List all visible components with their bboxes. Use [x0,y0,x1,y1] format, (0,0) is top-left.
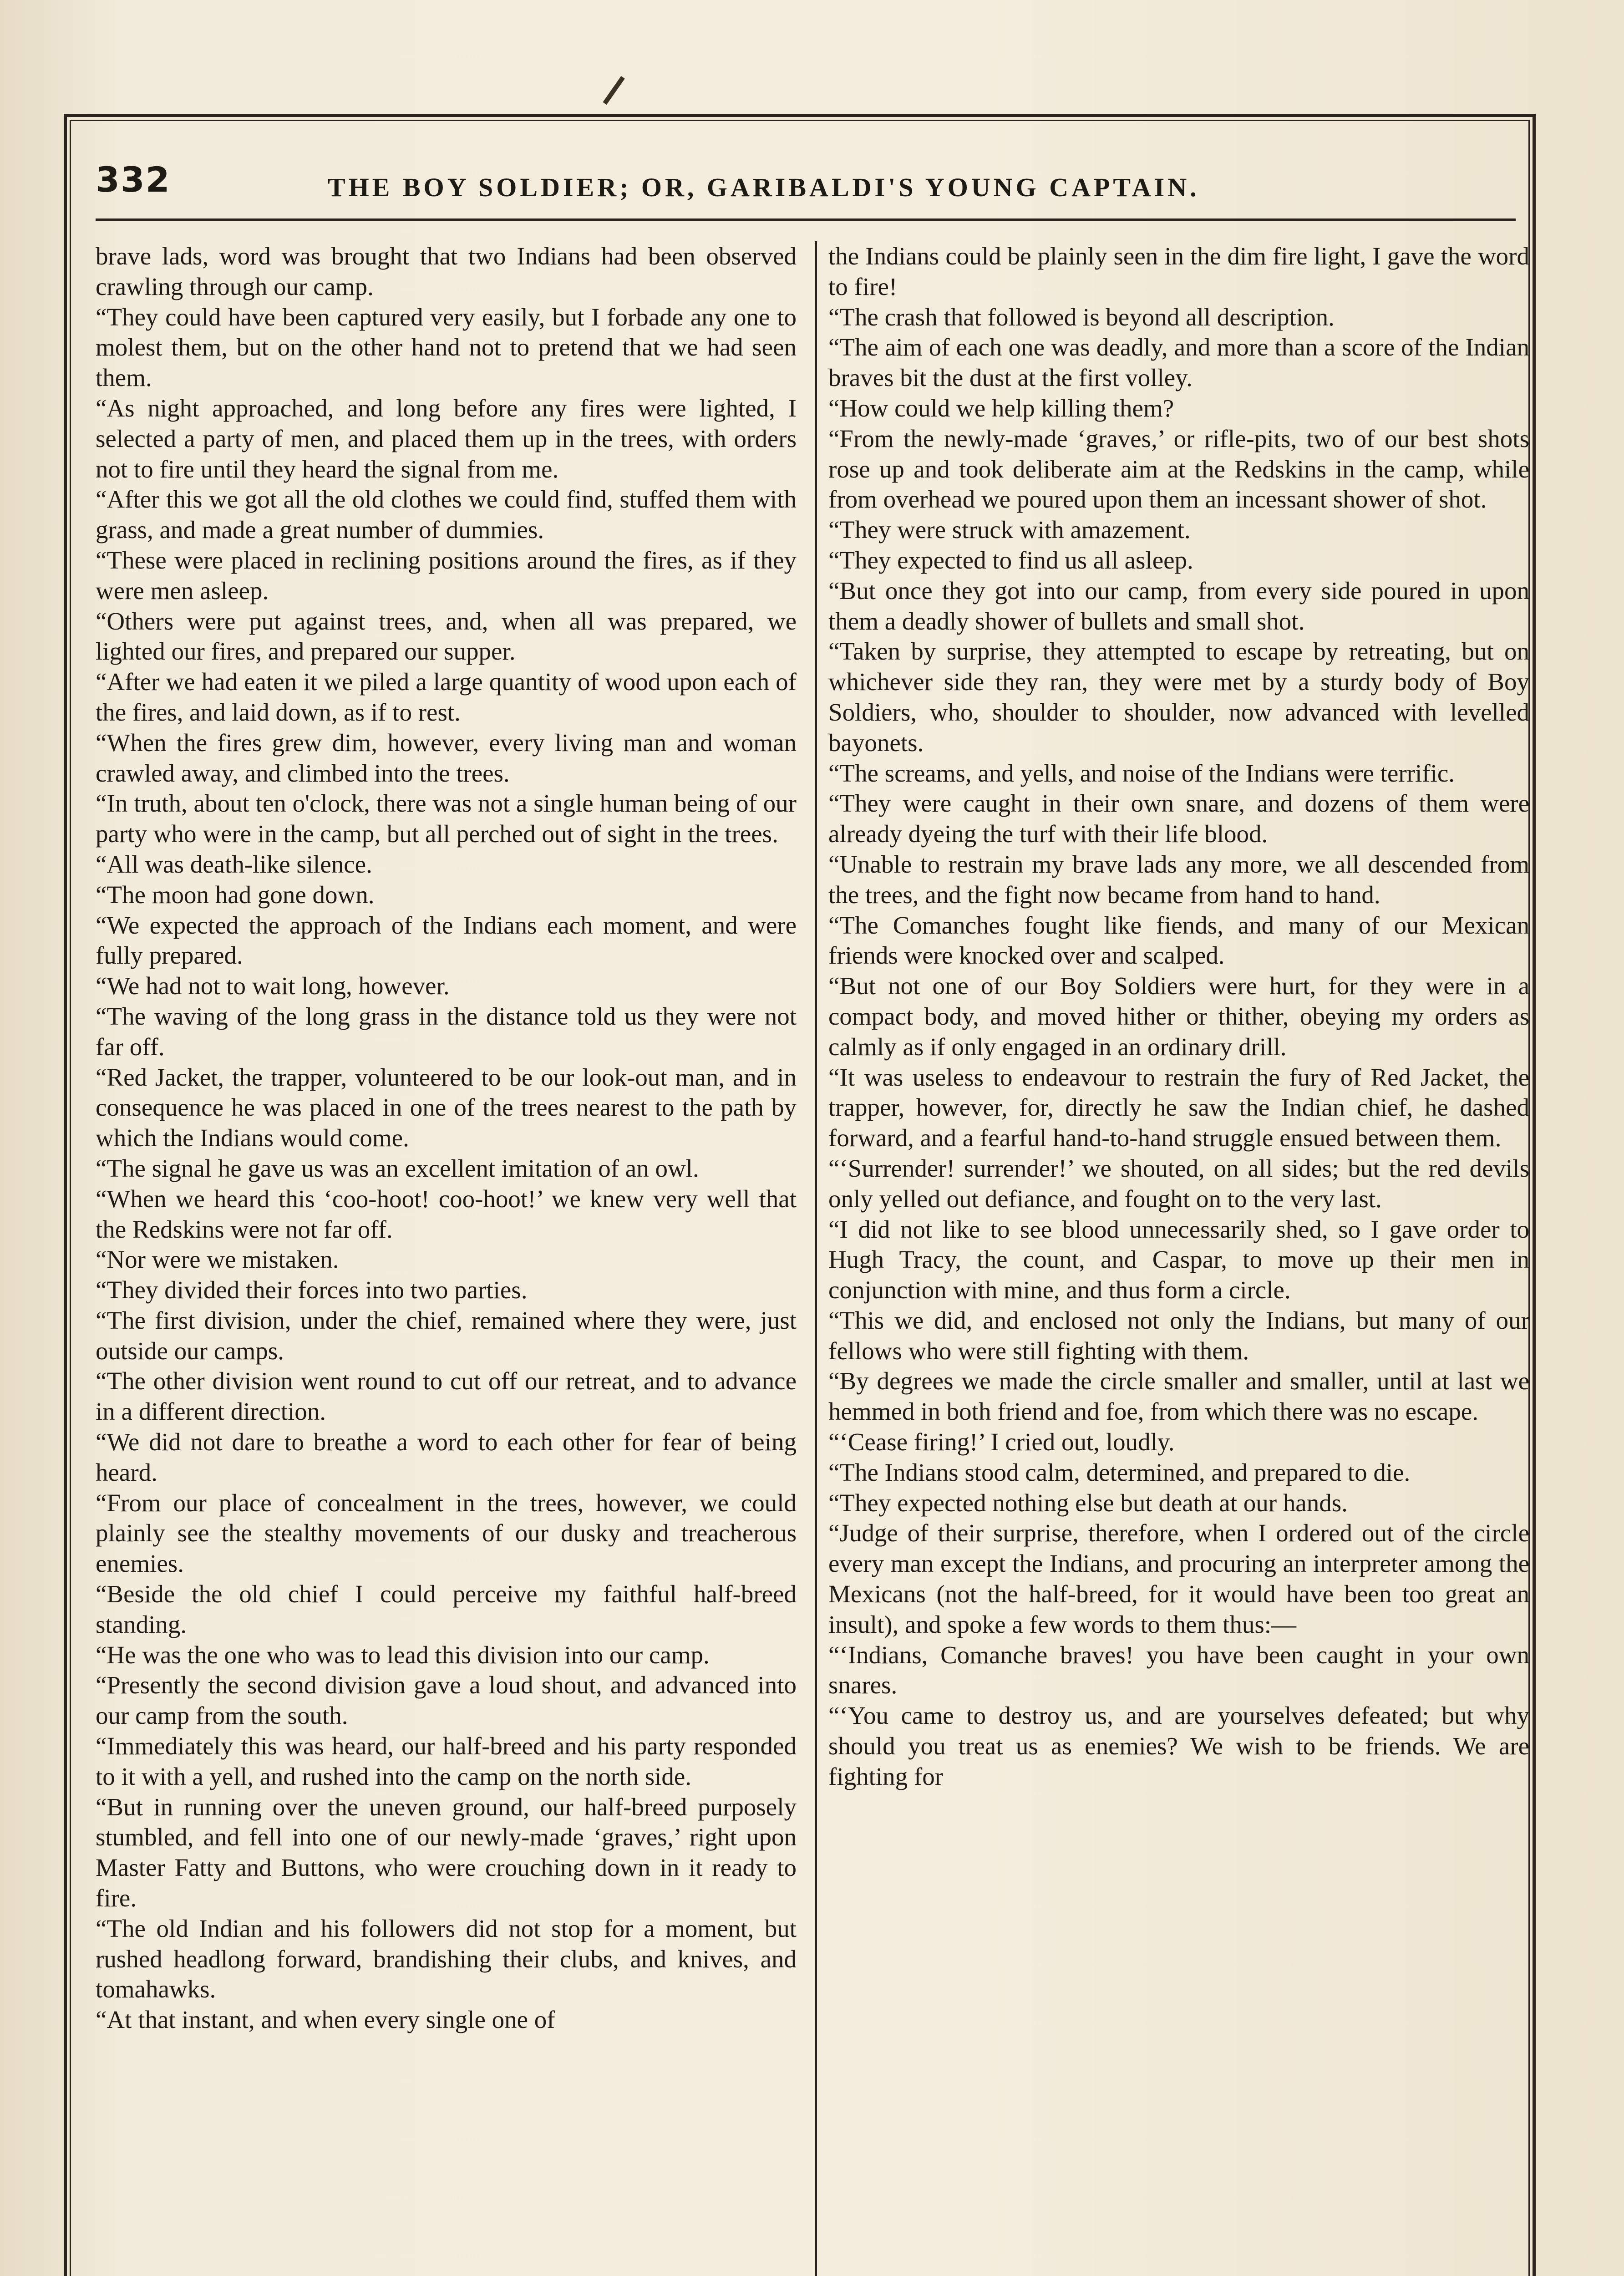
paragraph: “But not one of our Boy Soldiers were hurt, for they were in a compact body, and moved hither or thither, obeying my orders as calmly as if only engaged in an ordinary drill. [828,972,1529,1061]
paragraph: “The signal he gave us was an excellent imitation of an owl. [96,1154,699,1182]
paragraph: “When the fires grew dim, however, every living man and woman crawled away, and climbed into the trees. [96,728,797,787]
paragraph: “We had not to wait long, however. [96,972,450,1000]
paragraph: “It was useless to endeavour to restrain the fury of Red Jacket, the trapper, however, for, directly he saw the Indian chief, he dashed forward, and a fearful hand-to-hand struggle ensued between them. [828,1063,1529,1152]
paragraph: “Judge of their surprise, therefore, when I ordered out of the circle every man except the Indians, and procuring an interpreter among the Mexicans (not the half-breed, for it would have been too great an insult), and spoke a few words to them thus:— [828,1519,1529,1638]
paragraph: “The moon had gone down. [96,880,375,909]
running-title: THE BOY SOLDIER; OR, GARIBALDI'S YOUNG CAPTAIN. [328,173,1200,202]
paragraph: “All was death-like silence. [96,850,372,878]
paragraph: “They could have been captured very easily, but I forbade any one to molest them, but on the other hand not to pretend that we had seen them. [96,303,797,392]
paragraph: “The old Indian and his followers did not stop for a moment, but rushed headlong forward, brandishing their clubs, and knives, and tomahawks. [96,1914,797,2003]
paragraph: “Presently the second division gave a loud shout, and advanced into our camp from the south. [96,1671,797,1730]
paragraph: “He was the one who was to lead this division into our camp. [96,1641,710,1669]
paragraph: “As night approached, and long before any fires were lighted, I selected a party of men, and placed them up in the trees, with orders not to fire until they heard the signal from me. [96,394,797,483]
paragraph: “Taken by surprise, they attempted to escape by retreating, but on whichever side they ran, they were met by a sturdy body of Boy Soldiers, who, shoulder to shoulder, now advanced with levelled bayonets. [828,637,1529,757]
paragraph: “After we had eaten it we piled a large quantity of wood upon each of the fires, and laid down, as if to rest. [96,668,797,726]
column-divider [815,241,817,2276]
paragraph: “From the newly-made ‘graves,’ or rifle-pits, two of our best shots rose up and took deliberate aim at the Redskins in the camp, while from overhead we poured upon them an incessant shower of shot. [828,424,1529,513]
running-header [96,150,1516,221]
paragraph: “They were caught in their own snare, and dozens of them were already dyeing the turf with their life blood. [828,789,1529,848]
paragraph: “The screams, and yells, and noise of the Indians were terrific. [828,759,1455,787]
paragraph: brave lads, word was brought that two Indians had been observed crawling through our camp. [96,242,797,300]
paragraph: “These were placed in reclining positions around the fires, as if they were men asleep. [96,546,797,605]
paragraph: “The aim of each one was deadly, and more than a score of the Indian braves bit the dust at the first volley. [828,333,1529,392]
paragraph: “Red Jacket, the trapper, volunteered to be our look-out man, and in consequence he was placed in one of the trees nearest to the path by which the Indians would come. [96,1063,797,1152]
paragraph: “They expected nothing else but death at our hands. [828,1489,1348,1517]
paragraph: “After this we got all the old clothes we could find, stuffed them with grass, and made a great number of dummies. [96,485,797,544]
paragraph: “At that instant, and when every single one of [96,2006,555,2034]
paragraph: “The Comanches fought like fiends, and many of our Mexican friends were knocked over and scalped. [828,911,1529,970]
pen-mark [603,76,639,115]
paragraph: “I did not like to see blood unnecessarily shed, so I gave order to Hugh Tracy, the count, and Caspar, to move up their men in conjunction with mine, and thus form a circle. [828,1215,1529,1304]
right-column [828,241,1529,2276]
paragraph: “This we did, and enclosed not only the Indians, but many of our fellows who were still fighting with them. [828,1306,1529,1365]
paragraph: “‘Surrender! surrender!’ we shouted, on all sides; but the red devils only yelled out defiance, and fought on to the very last. [828,1154,1529,1213]
paragraph: “From our place of concealment in the trees, however, we could plainly see the stealthy movements of our dusky and treacherous enemies. [96,1489,797,1578]
paragraph: “They expected to find us all asleep. [828,546,1193,574]
paragraph: the Indians could be plainly seen in the dim fire light, I gave the word to fire! [828,242,1529,300]
paragraph: “How could we help killing them? [828,394,1174,422]
paragraph: “They were struck with amazement. [828,516,1191,544]
paragraph: “We expected the approach of the Indians each moment, and were fully prepared. [96,911,797,970]
paragraph: “Others were put against trees, and, when all was prepared, we lighted our fires, and prepared our supper. [96,607,797,666]
paragraph: “‘You came to destroy us, and are yourselves defeated; but why should you treat us as enemies? We wish to be friends. We are fighting for [828,1702,1529,1790]
paragraph: “Beside the old chief I could perceive my faithful half-breed standing. [96,1580,797,1638]
paragraph: “They divided their forces into two parties. [96,1276,528,1304]
paragraph: “The Indians stood calm, determined, and prepared to die. [828,1458,1411,1486]
paragraph: “But once they got into our camp, from every side poured in upon them a deadly shower of bullets and small shot. [828,576,1529,635]
page-number: 332 [96,159,171,200]
paragraph: “But in running over the uneven ground, our half-breed purposely stumbled, and fell into one of our newly-made ‘graves,’ right upon Master Fatty and Buttons, who were crouching down in it ready to fire. [96,1793,797,1912]
paragraph: “When we heard this ‘coo-hoot! coo-hoot!’ we knew very well that the Redskins were not far off. [96,1184,797,1243]
paragraph: “By degrees we made the circle smaller and smaller, until at last we hemmed in both friend and foe, from which there was no escape. [828,1367,1529,1426]
paragraph: “‘Cease firing!’ I cried out, loudly. [828,1428,1175,1456]
paragraph: “Immediately this was heard, our half-breed and his party responded to it with a yell, and rushed into the camp on the north side. [96,1732,797,1790]
paragraph: “We did not dare to breathe a word to each other for fear of being heard. [96,1428,797,1486]
paragraph: “The first division, under the chief, remained where they were, just outside our camps. [96,1306,797,1365]
paragraph: “In truth, about ten o'clock, there was not a single human being of our party who were in the camp, but all perched out of sight in the trees. [96,789,797,848]
paragraph: “The waving of the long grass in the distance told us they were not far off. [96,1002,797,1061]
paragraph: “Unable to restrain my brave lads any more, we all descended from the trees, and the fight now became from hand to hand. [828,850,1529,909]
paragraph: “The other division went round to cut off our retreat, and to advance in a different direction. [96,1367,797,1426]
paragraph: “‘Indians, Comanche braves! you have been caught in your own snares. [828,1641,1529,1699]
left-column [96,241,797,2276]
paragraph: “Nor were we mistaken. [96,1245,339,1274]
paragraph: “The crash that followed is beyond all description. [828,303,1335,331]
